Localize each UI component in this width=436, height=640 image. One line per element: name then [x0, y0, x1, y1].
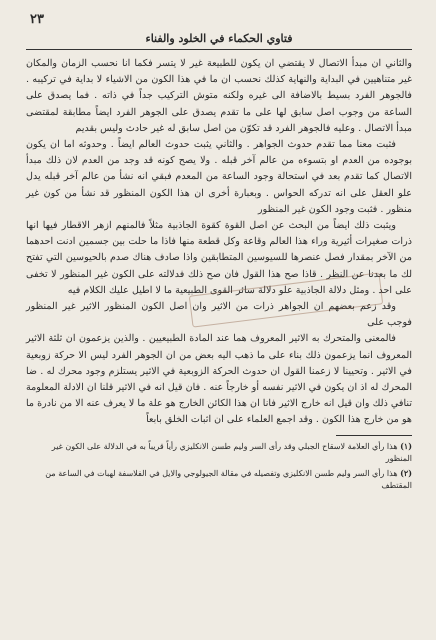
footnote-text: هذا رأي العلامة لاسقاح الجبلي وقد رأى السر وليم طسن الانكليزي رأياً قريباً به في الدلالة على الكون غير المنظور — [51, 441, 412, 463]
running-header: فتاوي الحكماء في الخلود والفناء — [145, 32, 293, 45]
body-text — [26, 56, 412, 429]
footnotes — [26, 440, 412, 492]
paragraph: فالمعنى والمتحرك به الاثير المعروف هما عند المادة الطبيعيين . والذين يزعمون ان ثلثة الاثير المعروف انما يزعمون ذلك بناء على ما ذهب اليه بعض من ان الجوهر الفرد ليس الا حركة زوبعية في الاثير . وتحيينا لا زعمنا القول ان حدوث الحركة الزوبعية في الاثير يستلزم وجود محرك له . ضا المحرك له اذ ان يكون في الاثير نفسه أو خارجاً عنه . فان قيل انه في الاثير قلنا ان الادلة المعلومة تنافي ذلك وان قيل انه خارج الاثير فانا ان هذا الكائن الخارج هو علة ما لا يعرف عنه الا من نادرة ما هو من خارج هذا الكون . وقد اجمع العلماء على ان اثبات الخلق بابعاً — [26, 333, 412, 426]
header-rule — [26, 49, 412, 50]
footnote-text: هذا رأي السر وليم طسن الانكليزي وتفصيله في مقالة الجيولوجي والايل في الفلاسفة لهبات في الساعة من المقتطف — [45, 468, 412, 490]
footnote-marker: (١) — [400, 440, 412, 451]
paragraph: وقد زعم بعضهم ان الجواهر ذرات من الاثير وان اصل الكون المنظور الاثير غير المنظور فوجب على — [26, 301, 412, 329]
footnote — [26, 440, 412, 465]
paragraph: ويثبت ذلك ايضاً من البحث عن اصل القوة كقوة الجاذبية مثلاً فالمنهم ازهر الاقطار فيها انها ذرات صغيرات أثيرية وراء هذا العالم وقاعة وكل قطعة منها فاذا ما حلت بين جسمين ادنت احدهما من الآخر بمقدار فصل عنصرها للسيوسين المتطابقين واذا صادف هناك صدم بالحيوسين التي تفتح لك ما بعدنا عن النظر . قاذا صح هذا القول فان صح ذلك فدلالته على الكون غير المنظور لا تخفى على احد . ومثل دلالة الجاذبية علو دلالة سائر القوى الطبيعية ما لا اطيل عليك الكلام فيه — [26, 220, 412, 296]
footnote — [26, 467, 412, 492]
footnote-rule — [336, 435, 412, 436]
footnote-marker: (٢) — [400, 467, 412, 478]
paragraph: فثبت معنا مما تقدم حدوث الجواهر . والثاني يثبت حدوث العالم ايضاً . وحدوثه اما ان يكون بوجوده من العدم او بتسوءه من عالم آخر قبله . ولا يصح كونه قد وجد من العدم لان ذلك مبدأ الاتصال كما تقدم بعد في استحالة وجود الساعة من المعدم فبقي انه نشأ من عالم آخر قبله يدل علو العقل على انه تدركه الحواس . وبعبارة أخرى ان هذا الكون المنظور قد نشأ من كون غير منظور . فثبت وجود الكون غير المنظور — [26, 139, 412, 215]
page-number: ٢٣ — [30, 12, 44, 27]
paragraph: والثاني ان مبدأ الاتصال لا يقتضي ان يكون للطبيعة غير لا يتسر فكما انا نحسب الزمان والمكان غير متناهيين في البداية والنهاية كذلك نحسب ان ما في هذا الكون من الاشياء لا بداية في تركيبه . فالجوهر الفرد بسيط بالاضافة الى غيره ولكنه متوش التركيب جداً في ذاته . فما يصدق على الساعة من وجوب اصل سابق لها على ما تقدم يصدق على الجوهر الفرد ايضاً مطابقة لمقتضى مبدأ الاتصال . وعليه فالجوهر الفرد قد تكوّن من اصل سابق له غير حادث وليس بقديم — [26, 58, 412, 134]
